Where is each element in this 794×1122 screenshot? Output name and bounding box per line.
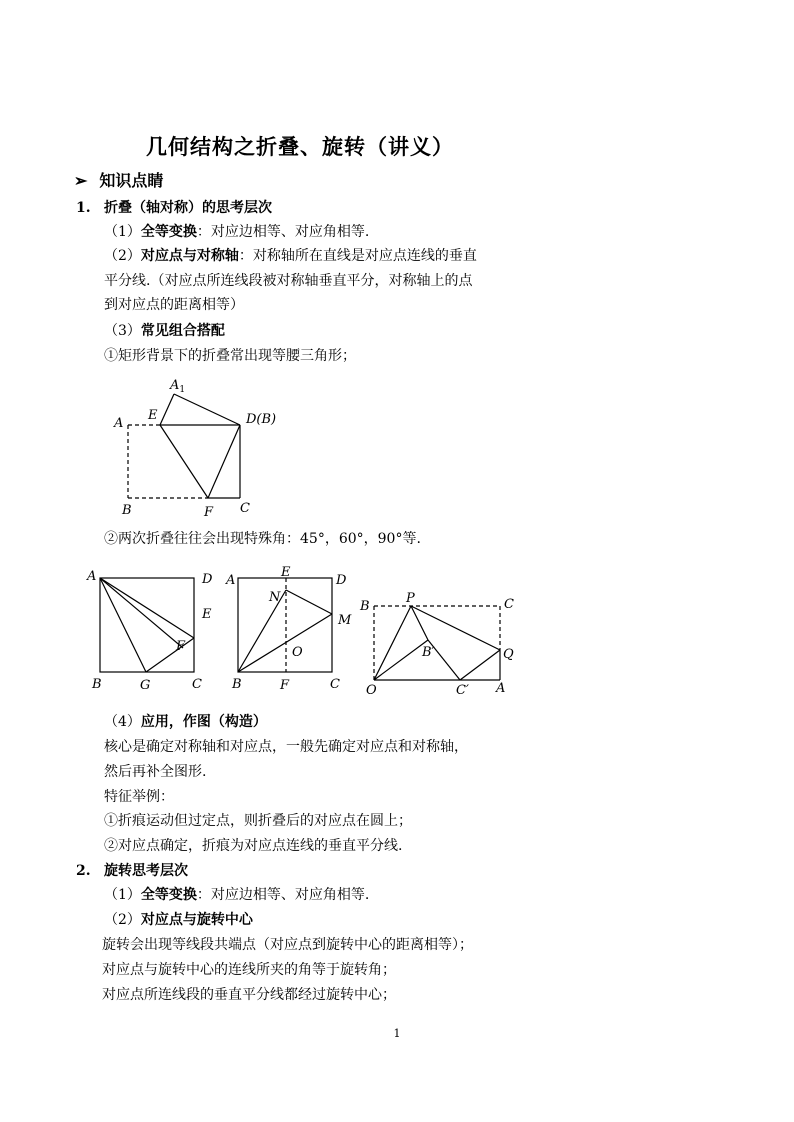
- label-O: O: [366, 683, 377, 698]
- figure-2: [84, 566, 224, 696]
- item-prefix: （2）: [104, 912, 141, 928]
- label-P: P: [406, 591, 415, 606]
- label-E: E: [202, 607, 212, 622]
- part1-item4: [104, 711, 267, 731]
- line-OB: [374, 640, 428, 680]
- combo-1: ①矩形背景下的折叠常出现等腰三角形；: [104, 348, 356, 364]
- line-EF: [160, 425, 208, 498]
- square-ABCD: [100, 578, 194, 672]
- label-F: F: [204, 505, 214, 520]
- label-B: B: [122, 503, 132, 518]
- line-AF: [100, 578, 183, 648]
- app-line-3: 特征举例：: [104, 789, 174, 805]
- part1-item2-cont-1: 平分线.（对应点所连线段被对称轴垂直平分，对称轴上的点: [104, 273, 473, 289]
- label-F: F: [176, 639, 186, 654]
- part1-item2: [104, 245, 477, 265]
- page-number: 1: [393, 1027, 401, 1040]
- line-OP: [374, 606, 411, 680]
- label-A: A: [87, 569, 97, 584]
- combo-2: ②两次折叠往往会出现特殊角：45°，60°，90°等.: [104, 531, 421, 547]
- line-CQ: [460, 650, 500, 680]
- item-prefix: （4）: [104, 714, 141, 730]
- item-bold: 全等变换: [140, 224, 197, 240]
- part2-item2: [104, 909, 253, 929]
- part2-number: 2.: [76, 863, 91, 879]
- label-B: B: [360, 599, 370, 614]
- item-text: ：对称轴所在直线是对应点连线的垂直: [238, 248, 477, 264]
- label-B: B: [92, 677, 102, 692]
- item-text: ：对应边相等、对应角相等.: [196, 224, 370, 240]
- line-A1D: [174, 394, 240, 425]
- line-PB: [411, 606, 428, 640]
- figure-3: [222, 562, 362, 696]
- label-M: M: [338, 613, 352, 628]
- arrow-bullet-icon: ➢: [74, 171, 88, 190]
- item-prefix: （2）: [104, 248, 141, 264]
- section-label: 知识点睛: [99, 171, 164, 190]
- item-bold: 常见组合搭配: [140, 323, 225, 339]
- label-C: C: [330, 677, 340, 692]
- part1-number: 1.: [76, 200, 91, 216]
- label-C: C: [504, 597, 514, 612]
- app-line-2: 然后再补全图形.: [104, 764, 207, 780]
- part1-item3: [104, 320, 225, 340]
- label-D: D: [336, 573, 347, 588]
- label-A: A: [114, 416, 124, 431]
- part2-line-1: 旋转会出现等线段共端点（对应点到旋转中心的距离相等）；: [102, 937, 473, 953]
- label-D: D: [202, 572, 213, 587]
- label-N: N: [269, 590, 281, 605]
- figure-1: [100, 370, 300, 520]
- label-Q: Q: [503, 647, 514, 662]
- item-text: ：对应边相等、对应角相等.: [196, 887, 370, 903]
- section-heading: [74, 168, 163, 191]
- part1-item2-cont-2: 到对应点的距离相等）: [104, 297, 244, 313]
- item-prefix: （1）: [104, 224, 141, 240]
- label-Cprime: C′: [456, 683, 469, 698]
- item-bold: 对应点与旋转中心: [140, 912, 253, 928]
- figure-4: [356, 588, 526, 698]
- label-O: O: [292, 645, 303, 660]
- line-FD: [208, 425, 240, 498]
- app-line-1: 核心是确定对称轴和对应点，一般先确定对应点和对称轴，: [104, 739, 468, 755]
- app-line-5: ②对应点确定，折痕为对应点连线的垂直平分线.: [104, 838, 403, 854]
- label-C: C: [192, 677, 202, 692]
- part1-title: 折叠（轴对称）的思考层次: [104, 200, 272, 216]
- label-DB: D(B): [246, 412, 277, 427]
- line-NM: [286, 590, 332, 614]
- item-bold: 对应点与对称轴: [140, 248, 239, 264]
- label-Bprime: B′: [422, 645, 435, 660]
- part1-item1: [104, 221, 369, 241]
- part2-item1: [104, 884, 369, 904]
- label-E: E: [281, 565, 291, 580]
- label-C: C: [240, 501, 250, 516]
- item-bold: 全等变换: [140, 887, 197, 903]
- label-A1: $A_1$: [170, 378, 186, 395]
- line-BM: [238, 614, 332, 672]
- label-F: F: [280, 678, 290, 693]
- app-line-4: ①折痕运动但过定点，则折叠后的对应点在圆上；: [104, 813, 412, 829]
- part2-heading: [76, 860, 188, 880]
- item-prefix: （3）: [104, 323, 141, 339]
- label-G: G: [140, 678, 151, 693]
- label-E: E: [148, 408, 158, 423]
- part2-title: 旋转思考层次: [104, 863, 188, 879]
- line-EA1: [160, 394, 174, 425]
- part1-heading: [76, 197, 272, 217]
- part2-line-3: 对应点所连线段的垂直平分线都经过旋转中心；: [102, 987, 396, 1003]
- item-prefix: （1）: [104, 887, 141, 903]
- label-A: A: [496, 681, 506, 696]
- item-bold: 应用，作图（构造）: [140, 714, 267, 730]
- label-A: A: [226, 573, 236, 588]
- label-B: B: [232, 677, 242, 692]
- page-title: 几何结构之折叠、旋转（讲义）: [146, 134, 454, 159]
- line-GE: [146, 638, 194, 672]
- part2-line-2: 对应点与旋转中心的连线所夹的角等于旋转角；: [102, 962, 396, 978]
